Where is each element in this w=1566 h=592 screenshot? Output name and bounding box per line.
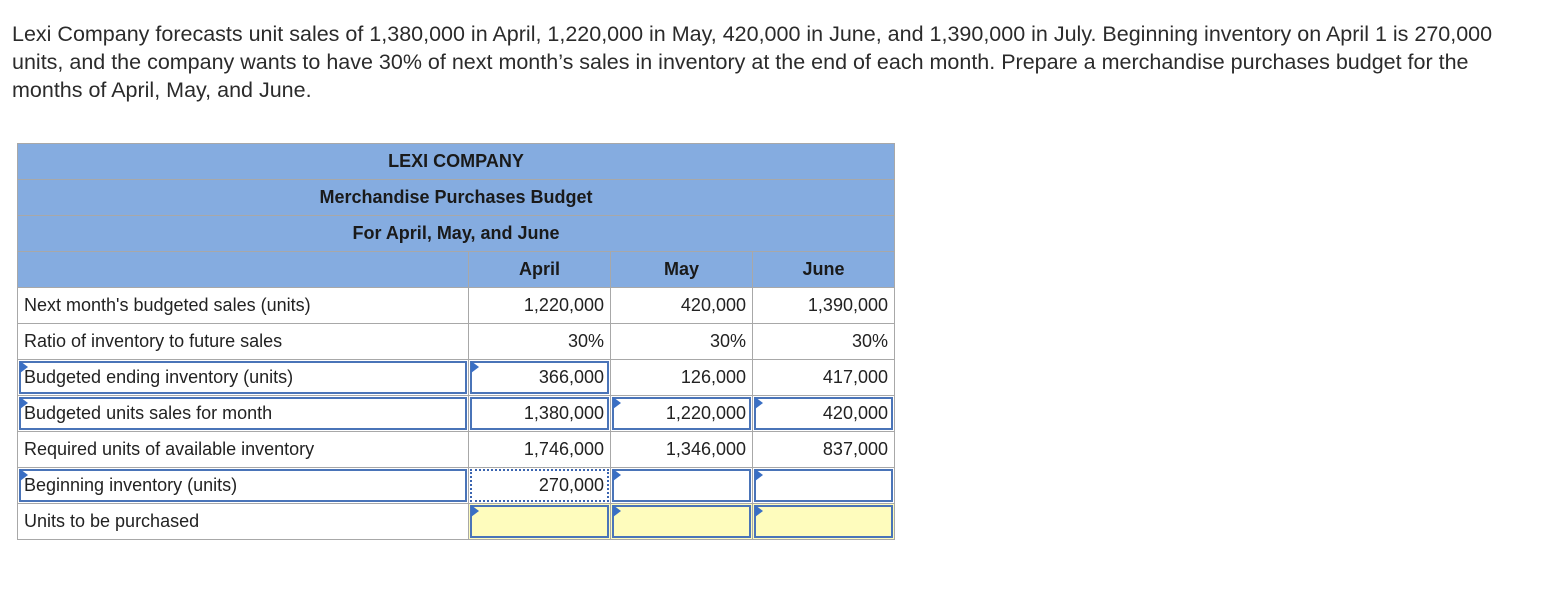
label-input-beginning-inventory[interactable] bbox=[18, 468, 469, 504]
row-label: Budgeted units sales for month bbox=[24, 403, 273, 423]
cell-april: 1,746,000 bbox=[469, 432, 611, 468]
cell-may: 30% bbox=[611, 324, 753, 360]
row-label: Next month's budgeted sales (units) bbox=[18, 288, 469, 324]
row-label: Budgeted ending inventory (units) bbox=[24, 367, 294, 387]
dropdown-marker-icon bbox=[755, 505, 763, 517]
cell-june: 1,390,000 bbox=[753, 288, 895, 324]
header-june: June bbox=[753, 252, 895, 288]
input-border bbox=[470, 505, 609, 538]
row-label: Beginning inventory (units) bbox=[24, 475, 238, 495]
cell-june: 837,000 bbox=[753, 432, 895, 468]
cell-value: 420,000 bbox=[822, 403, 888, 423]
dropdown-marker-icon bbox=[755, 469, 763, 481]
dropdown-marker-icon bbox=[613, 469, 621, 481]
input-border bbox=[612, 505, 751, 538]
input-april[interactable] bbox=[469, 504, 611, 540]
dropdown-marker-icon bbox=[471, 361, 479, 373]
cell-june: 417,000 bbox=[753, 360, 895, 396]
input-may[interactable] bbox=[611, 468, 753, 504]
input-may[interactable] bbox=[611, 396, 753, 432]
dropdown-marker-icon bbox=[613, 505, 621, 517]
problem-statement: Lexi Company forecasts unit sales of 1,380,000 in April, 1,220,000 in May, 420,000 in June, and 1,390,000 in July. Beginning inventory on April 1 is 270,000 units, and the company wants to have 30% of next month’s sales in inventory at the end of each month. Prepare a merchandise purchases budget for the months of April, May, and June. bbox=[12, 22, 1493, 102]
header-blank bbox=[18, 252, 469, 288]
label-input-ending-inventory[interactable] bbox=[18, 360, 469, 396]
dropdown-marker-icon bbox=[755, 397, 763, 409]
cell-april: 30% bbox=[469, 324, 611, 360]
row-next-month-sales bbox=[18, 288, 895, 324]
cell-april: 1,220,000 bbox=[469, 288, 611, 324]
input-june[interactable] bbox=[753, 396, 895, 432]
row-inventory-ratio bbox=[18, 324, 895, 360]
dropdown-marker-icon bbox=[613, 397, 621, 409]
row-label: Units to be purchased bbox=[18, 504, 469, 540]
input-april[interactable] bbox=[469, 360, 611, 396]
merchandise-purchases-budget-table bbox=[17, 143, 895, 540]
dropdown-marker-icon bbox=[471, 505, 479, 517]
input-border bbox=[754, 505, 893, 538]
row-units-to-purchase bbox=[18, 504, 895, 540]
company-name: LEXI COMPANY bbox=[18, 144, 895, 180]
row-budgeted-ending-inventory bbox=[18, 360, 895, 396]
cell-june: 30% bbox=[753, 324, 895, 360]
row-label: Required units of available inventory bbox=[18, 432, 469, 468]
label-input-unit-sales[interactable] bbox=[18, 396, 469, 432]
input-april[interactable] bbox=[469, 396, 611, 432]
cell-value: 366,000 bbox=[538, 367, 604, 387]
cell-may: 126,000 bbox=[611, 360, 753, 396]
row-label: Ratio of inventory to future sales bbox=[18, 324, 469, 360]
input-april-focused[interactable] bbox=[469, 468, 611, 504]
cell-value: 1,380,000 bbox=[523, 403, 604, 423]
row-beginning-inventory bbox=[18, 468, 895, 504]
input-june[interactable] bbox=[753, 468, 895, 504]
input-border bbox=[612, 469, 751, 502]
input-june[interactable] bbox=[753, 504, 895, 540]
input-border bbox=[754, 469, 893, 502]
row-required-available-inventory bbox=[18, 432, 895, 468]
cell-may: 1,346,000 bbox=[611, 432, 753, 468]
budget-period: For April, May, and June bbox=[18, 216, 895, 252]
header-april: April bbox=[469, 252, 611, 288]
cell-value: 270,000 bbox=[538, 475, 604, 495]
header-may: May bbox=[611, 252, 753, 288]
input-may[interactable] bbox=[611, 504, 753, 540]
cell-value: 1,220,000 bbox=[665, 403, 746, 423]
budget-title: Merchandise Purchases Budget bbox=[18, 180, 895, 216]
row-budgeted-unit-sales bbox=[18, 396, 895, 432]
cell-may: 420,000 bbox=[611, 288, 753, 324]
